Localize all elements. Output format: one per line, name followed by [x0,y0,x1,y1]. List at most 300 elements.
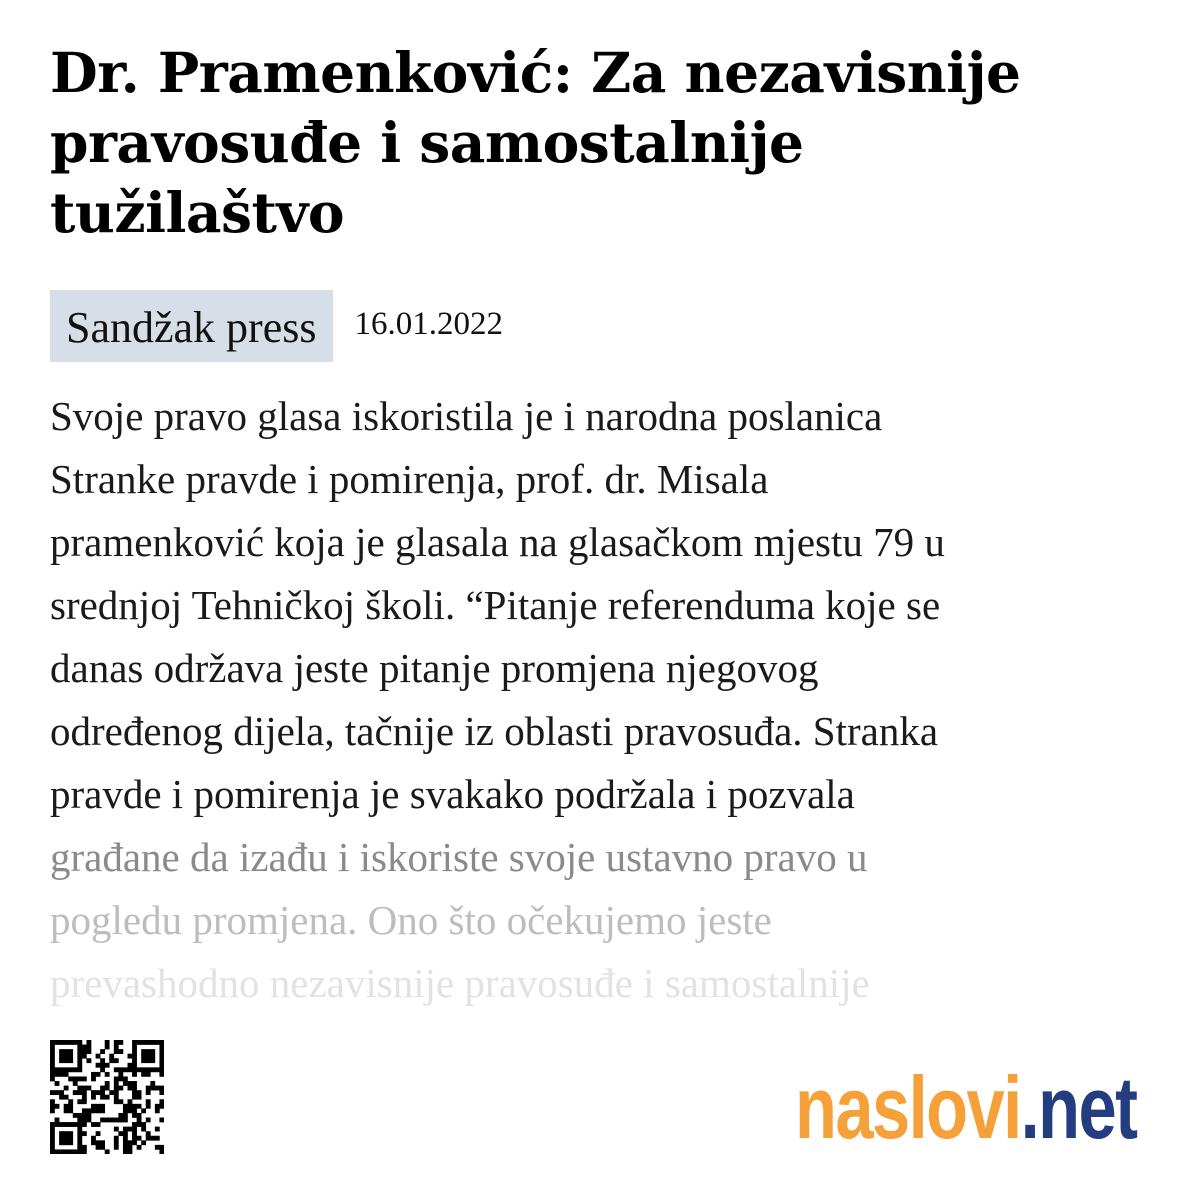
qr-module [77,1054,82,1059]
qr-module [105,1063,110,1068]
qr-module [64,1049,69,1054]
qr-module [100,1145,105,1150]
qr-module [118,1099,123,1104]
qr-module [141,1122,146,1127]
qr-code-graphic [50,1040,164,1154]
qr-module [132,1063,137,1068]
qr-module [146,1118,151,1123]
qr-module [132,1072,137,1077]
qr-module [82,1095,87,1100]
qr-module [155,1108,160,1113]
qr-module [82,1149,87,1154]
qr-module [64,1067,69,1072]
body-line: građane da izađu i iskoriste svoje ustavno pravo u [50,834,868,880]
qr-module [91,1104,96,1109]
qr-module [132,1045,137,1050]
qr-module [91,1122,96,1127]
qr-module [132,1040,137,1045]
article-body [50,385,1150,1010]
qr-module [86,1113,91,1118]
qr-module [114,1081,119,1086]
qr-module [50,1067,55,1072]
qr-module [59,1090,64,1095]
qr-module [146,1067,151,1072]
qr-module [50,1040,55,1045]
qr-module [146,1086,151,1091]
qr-module [68,1076,73,1081]
qr-module [59,1136,64,1141]
qr-module [96,1122,101,1127]
qr-module [64,1104,69,1109]
qr-module [96,1090,101,1095]
qr-module [59,1072,64,1077]
qr-module [96,1104,101,1109]
qr-module [114,1058,119,1063]
qr-module [146,1099,151,1104]
qr-module [91,1136,96,1141]
qr-module [128,1067,133,1072]
qr-module [64,1136,69,1141]
qr-module [128,1086,133,1091]
qr-module [141,1054,146,1059]
qr-module [77,1040,82,1045]
qr-module [118,1076,123,1081]
qr-module [137,1136,142,1141]
qr-module [68,1136,73,1141]
qr-module [123,1140,128,1145]
qr-module [68,1108,73,1113]
qr-module [55,1104,60,1109]
qr-module [91,1090,96,1095]
qr-module [118,1072,123,1077]
qr-module [50,1099,55,1104]
qr-module [68,1040,73,1045]
qr-module [73,1149,78,1154]
qr-module [155,1136,160,1141]
qr-module [50,1145,55,1150]
qr-module [155,1086,160,1091]
qr-module [55,1122,60,1127]
qr-module [128,1054,133,1059]
body-line: Svoje pravo glasa iskoristila je i narodna poslanica [50,393,883,439]
qr-module [64,1140,69,1145]
qr-module [68,1058,73,1063]
qr-module [77,1049,82,1054]
qr-module [100,1108,105,1113]
qr-module [159,1045,164,1050]
qr-module [96,1054,101,1059]
qr-module [132,1104,137,1109]
qr-module [141,1058,146,1063]
body-line: danas održava jeste pitanje promjena njegovog [50,645,819,691]
qr-module [159,1118,164,1123]
qr-module [77,1127,82,1132]
qr-module [50,1122,55,1127]
qr-module [91,1095,96,1100]
qr-module [132,1113,137,1118]
body-line: određenog dijela, tačnije iz oblasti pravosuđa. Stranka [50,708,939,754]
qr-module [86,1058,91,1063]
qr-module [82,1054,87,1059]
qr-module [155,1104,160,1109]
body-line: pramenković koja je glasala na glasačkom mjestu 79 u [50,519,945,565]
qr-module [159,1149,164,1154]
qr-module [59,1095,64,1100]
qr-module [77,1099,82,1104]
qr-module [55,1149,60,1154]
title-line: pravosuđe i samostalnije [50,110,804,175]
qr-module [59,1054,64,1059]
qr-module [146,1058,151,1063]
qr-module [77,1140,82,1145]
qr-module [50,1058,55,1063]
qr-module [123,1118,128,1123]
qr-module [105,1045,110,1050]
qr-module [91,1140,96,1145]
qr-module [59,1049,64,1054]
qr-module [82,1045,87,1050]
qr-module [82,1099,87,1104]
qr-module [155,1040,160,1045]
qr-module [146,1131,151,1136]
qr-module [146,1040,151,1045]
qr-module [91,1076,96,1081]
qr-module [150,1067,155,1072]
qr-module [96,1140,101,1145]
qr-module [114,1076,119,1081]
qr-module [132,1122,137,1127]
qr-module [68,1149,73,1154]
qr-module [118,1040,123,1045]
qr-module [59,1122,64,1127]
qr-module [50,1072,55,1077]
qr-module [150,1054,155,1059]
qr-module [128,1099,133,1104]
qr-module [100,1090,105,1095]
qr-module [109,1054,114,1059]
qr-module [82,1145,87,1150]
qr-module [68,1122,73,1127]
qr-module [50,1108,55,1113]
qr-module [82,1122,87,1127]
qr-module [96,1063,101,1068]
qr-module [118,1118,123,1123]
qr-module [50,1076,55,1081]
qr-module [159,1072,164,1077]
qr-module [50,1104,55,1109]
qr-module [100,1118,105,1123]
qr-module [128,1145,133,1150]
qr-module [50,1131,55,1136]
qr-module [55,1067,60,1072]
qr-module [141,1108,146,1113]
qr-module [59,1140,64,1145]
qr-module [159,1067,164,1072]
qr-module [77,1136,82,1141]
title-line: tužilaštvo [50,180,345,245]
article-meta [50,290,503,362]
qr-module [123,1108,128,1113]
qr-module [50,1063,55,1068]
body-line: prevashodno nezavisnije pravosuđe i samostalnije [50,960,870,1006]
qr-module [73,1040,78,1045]
qr-module [86,1049,91,1054]
qr-module [105,1086,110,1091]
qr-module [50,1127,55,1132]
qr-module [132,1081,137,1086]
qr-module [123,1149,128,1154]
source-badge[interactable]: Sandžak press [50,290,333,362]
qr-module [82,1086,87,1091]
qr-module [114,1090,119,1095]
qr-module [159,1063,164,1068]
qr-module [68,1067,73,1072]
qr-module [159,1054,164,1059]
qr-module [159,1049,164,1054]
qr-module [86,1086,91,1091]
qr-module [50,1140,55,1145]
qr-module [64,1040,69,1045]
qr-module [123,1145,128,1150]
qr-module [100,1104,105,1109]
qr-module [114,1040,119,1045]
qr-module [128,1081,133,1086]
qr-module [114,1049,119,1054]
qr-module [50,1049,55,1054]
qr-module [109,1058,114,1063]
qr-module [123,1127,128,1132]
qr-module [141,1067,146,1072]
qr-module [68,1054,73,1059]
qr-module [77,1122,82,1127]
qr-module [159,1086,164,1091]
qr-module [146,1049,151,1054]
qr-module [150,1081,155,1086]
qr-module [155,1145,160,1150]
qr-module [132,1090,137,1095]
qr-module [77,1058,82,1063]
qr-module [132,1086,137,1091]
article-title [50,38,1160,248]
qr-module [137,1067,142,1072]
qr-module [82,1049,87,1054]
qr-module [118,1131,123,1136]
qr-module [123,1113,128,1118]
title-line: Dr. Pramenković: Za nezavisnije [50,40,1021,105]
qr-module [68,1099,73,1104]
qr-module [105,1095,110,1100]
qr-module [109,1118,114,1123]
qr-module [77,1045,82,1050]
qr-module [128,1140,133,1145]
qr-module [77,1149,82,1154]
qr-module [114,1095,119,1100]
qr-module [82,1118,87,1123]
qr-module [100,1058,105,1063]
qr-module [64,1149,69,1154]
qr-module [159,1090,164,1095]
qr-module [96,1145,101,1150]
qr-module [155,1127,160,1132]
qr-module [123,1104,128,1109]
qr-module [155,1067,160,1072]
qr-module [128,1104,133,1109]
qr-module [77,1118,82,1123]
qr-module [68,1049,73,1054]
logo-part-net: .net [1020,1058,1137,1157]
qr-module [59,1040,64,1045]
qr-module [150,1058,155,1063]
qr-module [105,1072,110,1077]
qr-code-icon[interactable] [50,1040,164,1154]
qr-module [123,1076,128,1081]
qr-module [68,1104,73,1109]
qr-module [146,1072,151,1077]
qr-module [96,1108,101,1113]
qr-module [118,1113,123,1118]
qr-module [64,1108,69,1113]
qr-module [132,1131,137,1136]
qr-module [82,1113,87,1118]
qr-module [77,1145,82,1150]
qr-module [141,1049,146,1054]
qr-module [77,1113,82,1118]
qr-module [55,1072,60,1077]
qr-module [105,1040,110,1045]
qr-module [73,1090,78,1095]
qr-module [137,1122,142,1127]
qr-module [55,1040,60,1045]
body-line: pravde i pomirenja je svakako podržala i pozvala [50,771,855,817]
naslovi-logo[interactable] [795,1048,1137,1168]
publish-date: 16.01.2022 [354,306,503,342]
qr-module [146,1136,151,1141]
qr-module [159,1104,164,1109]
qr-module [100,1140,105,1145]
qr-module [64,1131,69,1136]
body-line: pogledu promjena. Ono što očekujemo jeste [50,897,772,943]
body-line: Stranke pravde i pomirenja, prof. dr. Misala [50,456,769,502]
qr-module [77,1076,82,1081]
qr-module [141,1127,146,1132]
qr-module [73,1081,78,1086]
qr-module [82,1090,87,1095]
qr-module [132,1067,137,1072]
qr-module [86,1040,91,1045]
qr-module [123,1067,128,1072]
qr-module [73,1122,78,1127]
qr-module [128,1108,133,1113]
qr-module [64,1054,69,1059]
qr-module [50,1136,55,1141]
qr-module [114,1086,119,1091]
qr-module [150,1136,155,1141]
qr-module [105,1081,110,1086]
qr-module [86,1108,91,1113]
qr-module [100,1063,105,1068]
qr-module [128,1149,133,1154]
qr-module [141,1140,146,1145]
qr-module [77,1067,82,1072]
qr-module [50,1045,55,1050]
qr-module [73,1113,78,1118]
qr-module [50,1149,55,1154]
qr-module [77,1131,82,1136]
qr-module [91,1108,96,1113]
qr-module [114,1127,119,1132]
qr-module [82,1108,87,1113]
qr-module [150,1040,155,1045]
qr-module [59,1058,64,1063]
qr-module [109,1090,114,1095]
qr-module [73,1076,78,1081]
qr-module [150,1049,155,1054]
qr-module [100,1095,105,1100]
qr-module [132,1127,137,1132]
qr-module [55,1118,60,1123]
qr-module [118,1067,123,1072]
qr-module [82,1131,87,1136]
qr-module [159,1040,164,1045]
qr-module [118,1086,123,1091]
qr-module [146,1054,151,1059]
qr-module [77,1063,82,1068]
qr-module [55,1090,60,1095]
qr-module [132,1049,137,1054]
qr-module [146,1090,151,1095]
qr-module [68,1131,73,1136]
qr-module [59,1067,64,1072]
qr-module [114,1067,119,1072]
qr-module [137,1104,142,1109]
qr-module [59,1149,64,1154]
qr-module [146,1104,151,1109]
qr-module [82,1076,87,1081]
qr-module [77,1090,82,1095]
qr-module [55,1081,60,1086]
qr-module [128,1063,133,1068]
qr-module [73,1067,78,1072]
qr-module [123,1081,128,1086]
qr-module [137,1090,142,1095]
qr-module [137,1095,142,1100]
qr-module [100,1086,105,1091]
qr-module [77,1086,82,1091]
qr-module [159,1058,164,1063]
qr-module [105,1149,110,1154]
qr-module [64,1072,69,1077]
qr-module [123,1136,128,1141]
qr-module [91,1072,96,1077]
qr-module [159,1099,164,1104]
qr-module [114,1099,119,1104]
qr-module [86,1118,91,1123]
qr-module [118,1049,123,1054]
qr-module [105,1118,110,1123]
qr-module [159,1145,164,1150]
qr-module [114,1140,119,1145]
logo-part-naslovi: naslovi [795,1058,1021,1157]
qr-module [150,1086,155,1091]
qr-module [64,1122,69,1127]
qr-module [50,1090,55,1095]
qr-module [64,1058,69,1063]
qr-module [141,1040,146,1045]
qr-module [64,1086,69,1091]
qr-module [114,1136,119,1141]
qr-module [64,1095,69,1100]
body-line: srednjoj Tehničkoj školi. “Pitanje referenduma koje se [50,582,941,628]
